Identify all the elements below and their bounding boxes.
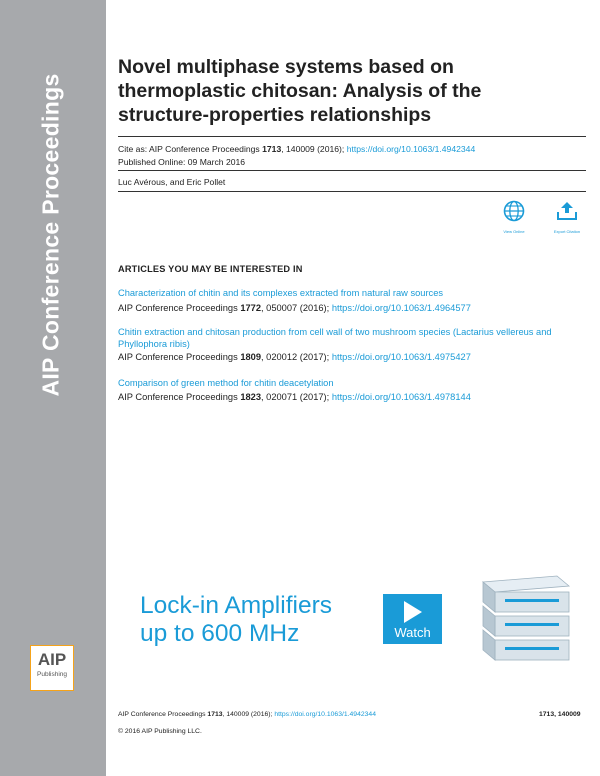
play-icon [404,601,422,623]
volume: 1809 [240,352,261,362]
cite-doi-link[interactable]: https://doi.org/10.1063/1.4942344 [346,144,476,154]
pages-year: , 050007 (2016); [261,303,332,313]
watch-video-button[interactable] [383,594,442,644]
watch-label: Watch [394,625,431,640]
divider [118,170,586,171]
doi-link[interactable]: https://doi.org/10.1063/1.4978144 [331,392,471,402]
aip-publishing-logo[interactable] [30,645,74,691]
export-citation-button[interactable] [547,200,587,234]
cite-volume: 1713 [262,144,282,154]
cite-prefix: Cite as: AIP Conference Proceedings [118,144,263,154]
footer-pages-year: , 140009 (2016); [222,711,275,718]
journal: AIP Conference Proceedings [118,352,241,362]
related-article-title-2[interactable]: Chitin extraction and chitosan production from cell wall of two mushroom species (Lactarius vellereus and Phyllophora ribis) [118,327,552,349]
volume: 1772 [240,303,261,313]
instrument-stack-image [465,568,575,680]
export-upload-icon [555,200,579,222]
ad-line-2: up to 600 MHz [140,620,300,647]
logo-sub: Publishing [37,671,67,678]
divider [118,136,586,137]
pages-year: , 020071 (2017); [261,392,332,402]
globe-icon [503,200,525,222]
doi-link[interactable]: https://doi.org/10.1063/1.4975427 [331,352,471,362]
published-date: Published Online: 09 March 2016 [118,157,246,167]
footer-citation [118,711,376,718]
doi-link[interactable]: https://doi.org/10.1063/1.4964577 [331,303,471,313]
related-article-citation-2 [118,352,471,362]
journal: AIP Conference Proceedings [118,392,241,402]
volume: 1823 [240,392,261,402]
related-article-citation-3 [118,392,471,402]
copyright: © 2016 AIP Publishing LLC. [118,728,202,735]
footer-doi-link[interactable]: https://doi.org/10.1063/1.4942344 [274,711,376,718]
ad-headline [140,592,332,648]
export-citation-label: Export Citation [553,229,581,234]
related-article-title-1[interactable]: Characterization of chitin and its complexes extracted from natural raw sources [118,288,444,298]
related-article-citation-1 [118,303,471,313]
citation-line [118,144,475,154]
footer-page-ref: 1713, 140009 [539,711,581,718]
sidebar [0,0,106,776]
ad-line-1: Lock-in Amplifiers [140,592,332,619]
view-online-label: View Online [503,229,525,234]
journal-title: AIP Conference Proceedings [37,73,64,397]
divider [118,191,586,192]
lock-in-amplifier-ad[interactable] [125,568,575,680]
related-articles-heading: ARTICLES YOU MAY BE INTERESTED IN [118,264,303,274]
pages-year: , 020012 (2017); [261,352,332,362]
authors: Luc Avérous, and Eric Pollet [118,177,226,187]
journal: AIP Conference Proceedings [118,303,241,313]
footer-journal: AIP Conference Proceedings [118,711,208,718]
related-article-title-3[interactable]: Comparison of green method for chitin deacetylation [118,378,334,388]
footer-volume: 1713 [207,711,223,718]
cite-rest: , 140009 (2016); [281,144,347,154]
paper-title: Novel multiphase systems based on thermoplastic chitosan: Analysis of the structure-properties relationships [118,56,482,126]
logo-main: AIP [37,650,67,669]
view-online-button[interactable] [494,200,534,234]
